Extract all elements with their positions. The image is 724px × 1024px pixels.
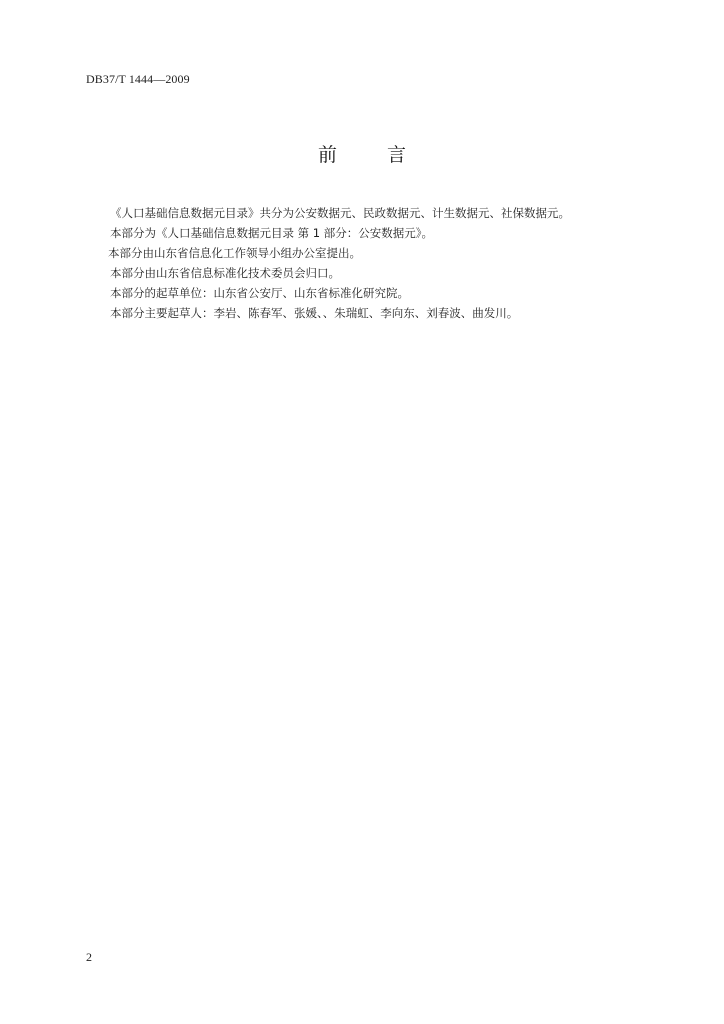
foreword-paragraph: 本部分由山东省信息化工作领导小组办公室提出。 — [108, 246, 361, 260]
foreword-body — [108, 203, 648, 323]
foreword-paragraph: 本部分由山东省信息标准化技术委员会归口。 — [110, 266, 340, 280]
foreword-paragraph: 本部分的起草单位：山东省公安厅、山东省标准化研究院。 — [110, 286, 409, 300]
page-number: 2 — [86, 950, 92, 964]
document-code: DB37/T 1444—2009 — [86, 72, 190, 86]
foreword-title: 前 言 — [317, 144, 429, 166]
foreword-paragraph: 本部分主要起草人：李岩、陈春军、张媛、、朱瑞虹、李向东、刘春波、曲发川。 — [110, 306, 519, 320]
foreword-paragraph: 本部分为《人口基础信息数据元目录 第 1 部分：公安数据元》。 — [110, 226, 434, 240]
foreword-paragraph: 《人口基础信息数据元目录》共分为公安数据元、民政数据元、计生数据元、社保数据元。 — [110, 206, 570, 220]
